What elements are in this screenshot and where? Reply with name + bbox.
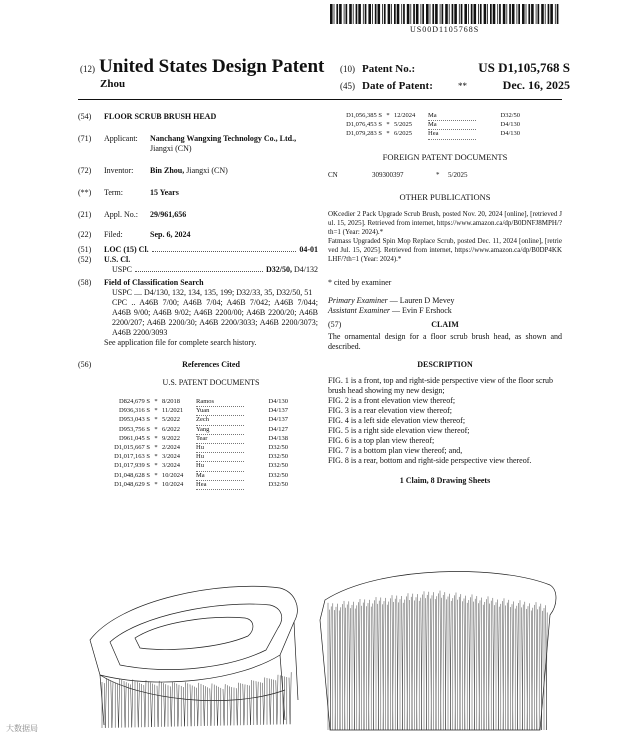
filed-label: Filed: xyxy=(104,230,123,239)
foreign-number: 309300397 xyxy=(372,170,404,179)
reference-no: D961,045 S xyxy=(118,434,150,442)
claim-title: CLAIM xyxy=(431,319,459,329)
reference-star: * xyxy=(154,480,158,488)
inventor-surname: Zhou xyxy=(100,78,126,90)
reference-date: 11/2021 xyxy=(162,407,184,415)
reference-cls: D4/130 xyxy=(500,121,520,129)
reference-name: Ramos xyxy=(196,398,244,407)
primary-examiner: — Lauren D Mevey xyxy=(389,295,455,305)
figure-description: FIG. 8 is a rear, bottom and right-side perspective view thereof. xyxy=(328,455,532,465)
references-title: References Cited xyxy=(182,360,240,369)
reference-date: 5/2025 xyxy=(394,121,413,129)
inventor-location: Jiangxi (CN) xyxy=(186,166,228,175)
reference-no: D1,079,283 S xyxy=(346,130,382,138)
patent-no-label: Patent No.: xyxy=(362,63,416,75)
reference-no: D953,756 S xyxy=(118,425,150,433)
foreign-row xyxy=(328,170,562,180)
uspc-extra: D4/132 xyxy=(294,265,318,274)
reference-row xyxy=(96,481,318,490)
reference-cls: D32/50 xyxy=(268,462,288,470)
reference-cls: D32/50 xyxy=(268,453,288,461)
patent-no-code: (10) xyxy=(340,64,355,74)
uspc-value: D32/50, xyxy=(266,265,292,274)
reference-star: * xyxy=(154,444,158,452)
loc-code: (51) xyxy=(78,245,92,254)
reference-no: D824,679 S xyxy=(118,398,150,405)
figure-description: FIG. 4 is a left side elevation view thereof; xyxy=(328,415,466,425)
field-label: Field of Classification Search xyxy=(104,278,204,287)
date-label: Date of Patent: xyxy=(362,80,433,92)
field-note: See application file for complete search history. xyxy=(104,338,257,347)
date-code: (45) xyxy=(340,81,355,91)
reference-date: 10/2024 xyxy=(162,471,184,479)
reference-row xyxy=(96,435,318,444)
appl-label: Appl. No.: xyxy=(104,210,138,219)
reference-name: Zech xyxy=(196,416,244,425)
reference-star: * xyxy=(154,453,158,461)
reference-name: Hea xyxy=(196,481,244,490)
reference-name: Yang xyxy=(196,426,244,435)
date-of-patent: Dec. 16, 2025 xyxy=(502,78,570,92)
primary-examiner-label: Primary Examiner xyxy=(328,295,388,305)
fig8-brush-head-right xyxy=(320,571,556,730)
reference-cls: D4/130 xyxy=(500,130,520,138)
reference-row xyxy=(96,407,318,416)
reference-row xyxy=(96,416,318,425)
reference-date: 9/2022 xyxy=(162,434,181,442)
title-code: (54) xyxy=(78,112,92,121)
reference-row xyxy=(328,112,562,121)
reference-star: * xyxy=(154,398,158,405)
us-references-continued xyxy=(328,112,562,140)
reference-star: * xyxy=(386,130,390,138)
figure-description: FIG. 2 is a front elevation view thereof; xyxy=(328,395,456,405)
figure-description: FIG. 3 is a rear elevation view thereof; xyxy=(328,405,452,415)
reference-date: 6/2025 xyxy=(394,130,413,138)
reference-no: D1,048,629 S xyxy=(114,480,150,488)
other-pubs-title: OTHER PUBLICATIONS xyxy=(399,191,491,202)
applicant-label: Applicant: xyxy=(104,134,138,143)
reference-no: D1,048,628 S xyxy=(114,471,150,479)
patent-number-block xyxy=(340,60,570,93)
watermark: 大数据局 xyxy=(6,724,38,733)
reference-row xyxy=(96,453,318,462)
invention-title: FLOOR SCRUB BRUSH HEAD xyxy=(104,112,217,121)
reference-no: D936,316 S xyxy=(118,407,150,415)
reference-name: Hu xyxy=(196,462,244,471)
reference-no: D1,076,453 S xyxy=(346,121,382,129)
reference-star: * xyxy=(386,121,390,129)
reference-row xyxy=(328,130,562,139)
inventor-label: Inventor: xyxy=(104,166,134,175)
reference-star: * xyxy=(154,425,158,433)
patent-number: US D1,105,768 S xyxy=(478,60,570,75)
reference-date: 2/2024 xyxy=(162,444,181,452)
reference-no: D1,015,667 S xyxy=(114,444,150,452)
uscl-code: (52) xyxy=(78,255,92,264)
applicant-name: Nanchang Wangxing Technology Co., Ltd., xyxy=(150,134,297,143)
reference-cls: D4/137 xyxy=(268,416,288,424)
reference-date: 5/2022 xyxy=(162,416,181,424)
reference-cls: D32/50 xyxy=(268,444,288,452)
kind-code: (12) xyxy=(80,64,95,74)
claim-code: (57) xyxy=(328,319,342,329)
term-value: 15 Years xyxy=(150,188,179,197)
reference-cls: D4/127 xyxy=(268,425,288,433)
filed-code: (22) xyxy=(78,230,92,239)
reference-date: 8/2018 xyxy=(162,398,181,405)
applicant-code: (71) xyxy=(78,134,92,143)
reference-star: * xyxy=(154,416,158,424)
barcode-number: US00D1105768S xyxy=(410,25,480,34)
reference-no: D1,056,385 S xyxy=(346,112,382,119)
reference-name: Yuan xyxy=(196,407,244,416)
reference-name: Ma xyxy=(428,121,476,130)
reference-cls: D32/50 xyxy=(268,471,288,479)
reference-name: Hea xyxy=(428,130,476,139)
reference-star: * xyxy=(154,407,158,415)
reference-star: * xyxy=(154,471,158,479)
reference-row xyxy=(96,462,318,471)
inventor-code: (72) xyxy=(78,166,92,175)
reference-name: Ma xyxy=(428,112,476,121)
reference-name: Hu xyxy=(196,444,244,453)
foreign-docs-title: FOREIGN PATENT DOCUMENTS xyxy=(382,151,508,162)
other-pub-1: OKcedier 2 Pack Upgrade Scrub Brush, posted Nov. 20, 2024 [online], [retrieved Jul. 15, 2025]. Retrieved from internet, https://www.amazon.ca/dp/B0DNFJ8MPH/?th=1 (Year: 2024).* xyxy=(328,209,562,236)
reference-row xyxy=(96,472,318,481)
field-code: (58) xyxy=(78,278,92,287)
foreign-date: 5/2025 xyxy=(448,170,468,179)
uscl-label: U.S. Cl. xyxy=(104,255,131,264)
inventor-name: Bin Zhou, xyxy=(150,166,185,175)
header-rule xyxy=(78,99,562,100)
reference-row xyxy=(96,444,318,453)
loc-label: LOC (15) Cl. xyxy=(104,245,149,254)
reference-no: D1,017,939 S xyxy=(114,462,150,470)
patent-title-block xyxy=(80,56,324,78)
us-docs-title: U.S. PATENT DOCUMENTS xyxy=(162,378,260,387)
reference-date: 10/2024 xyxy=(162,480,184,488)
second-column xyxy=(328,112,562,486)
barcode xyxy=(330,4,560,24)
claims-drawings-summary: 1 Claim, 8 Drawing Sheets xyxy=(399,475,491,485)
reference-date: 3/2024 xyxy=(162,462,181,470)
appl-code: (21) xyxy=(78,210,92,219)
field-uspc: USPC .... D4/130, 132, 134, 135, 199; D32/33, 35, D32/50, 51 xyxy=(112,288,313,297)
reference-no: D953,043 S xyxy=(118,416,150,424)
reference-cls: D4/130 xyxy=(268,398,288,405)
patent-drawing xyxy=(80,560,560,740)
reference-name: Hu xyxy=(196,453,244,462)
figure-description: FIG. 1 is a front, top and right-side perspective view of the floor scrub brush head showing my new design; xyxy=(328,375,554,395)
reference-name: Ma xyxy=(196,472,244,481)
reference-date: 3/2024 xyxy=(162,453,181,461)
other-pub-2: Fatmass Upgraded Spin Mop Replace Scrub, posted Dec. 11, 2024 [online], [retrieved Jul. 15, 2025]. Retrieved from internet, https://www.amazon.ca/dp/B0DP4KKLHF/?th=1 (Year: 2024).* xyxy=(328,236,562,263)
cited-by-examiner: * cited by examiner xyxy=(328,277,392,287)
foreign-star: * xyxy=(436,170,440,179)
figure-description: FIG. 6 is a top plan view thereof; xyxy=(328,435,435,445)
reference-star: * xyxy=(154,434,158,442)
claim-text: The ornamental design for a floor scrub brush head, as shown and described. xyxy=(328,331,562,351)
applicant-location: Jiangxi (CN) xyxy=(150,144,192,153)
patent-type-title: United States Design Patent xyxy=(99,56,325,77)
field-cpc: CPC .. A46B 7/00; A46B 7/04; A46B 7/042; A46B 7/044; A46B 9/00; A46B 9/02; A46B 2200/00; A46B 2200/20; A46B 2200/207; A46B 2200/30; A46B 2200/3033; A46B 2200/3073; A46B 2200/3093 xyxy=(112,298,318,337)
reference-star: * xyxy=(386,112,390,119)
reference-row xyxy=(96,398,318,407)
bibliographic-column xyxy=(78,112,318,490)
assistant-examiner: — Evin F Ershock xyxy=(392,305,452,315)
us-references-list xyxy=(96,398,318,490)
reference-row xyxy=(328,121,562,130)
date-mark: ** xyxy=(458,81,467,91)
reference-cls: D32/50 xyxy=(500,112,520,119)
assistant-examiner-label: Assistant Examiner xyxy=(328,305,390,315)
figure-descriptions xyxy=(328,376,562,466)
appl-number: 29/961,656 xyxy=(150,210,187,219)
figure-description: FIG. 7 is a bottom plan view thereof; and, xyxy=(328,445,463,455)
uspc-label: USPC xyxy=(112,265,133,274)
reference-row xyxy=(96,426,318,435)
reference-cls: D4/138 xyxy=(268,434,288,442)
loc-value: 04-01 xyxy=(299,245,318,254)
figure-description: FIG. 5 is a right side elevation view thereof; xyxy=(328,425,470,435)
description-title: DESCRIPTION xyxy=(417,359,473,369)
reference-name: Tear xyxy=(196,435,244,444)
reference-no: D1,017,163 S xyxy=(114,453,150,461)
term-label: Term: xyxy=(104,188,123,197)
reference-cls: D4/137 xyxy=(268,407,288,415)
reference-star: * xyxy=(154,462,158,470)
filed-date: Sep. 6, 2024 xyxy=(150,230,191,239)
foreign-country: CN xyxy=(328,170,338,179)
reference-date: 6/2022 xyxy=(162,425,181,433)
reference-date: 12/2024 xyxy=(394,112,416,119)
refs-code: (56) xyxy=(78,360,92,369)
term-code: (**) xyxy=(78,188,92,197)
reference-cls: D32/50 xyxy=(268,480,288,488)
